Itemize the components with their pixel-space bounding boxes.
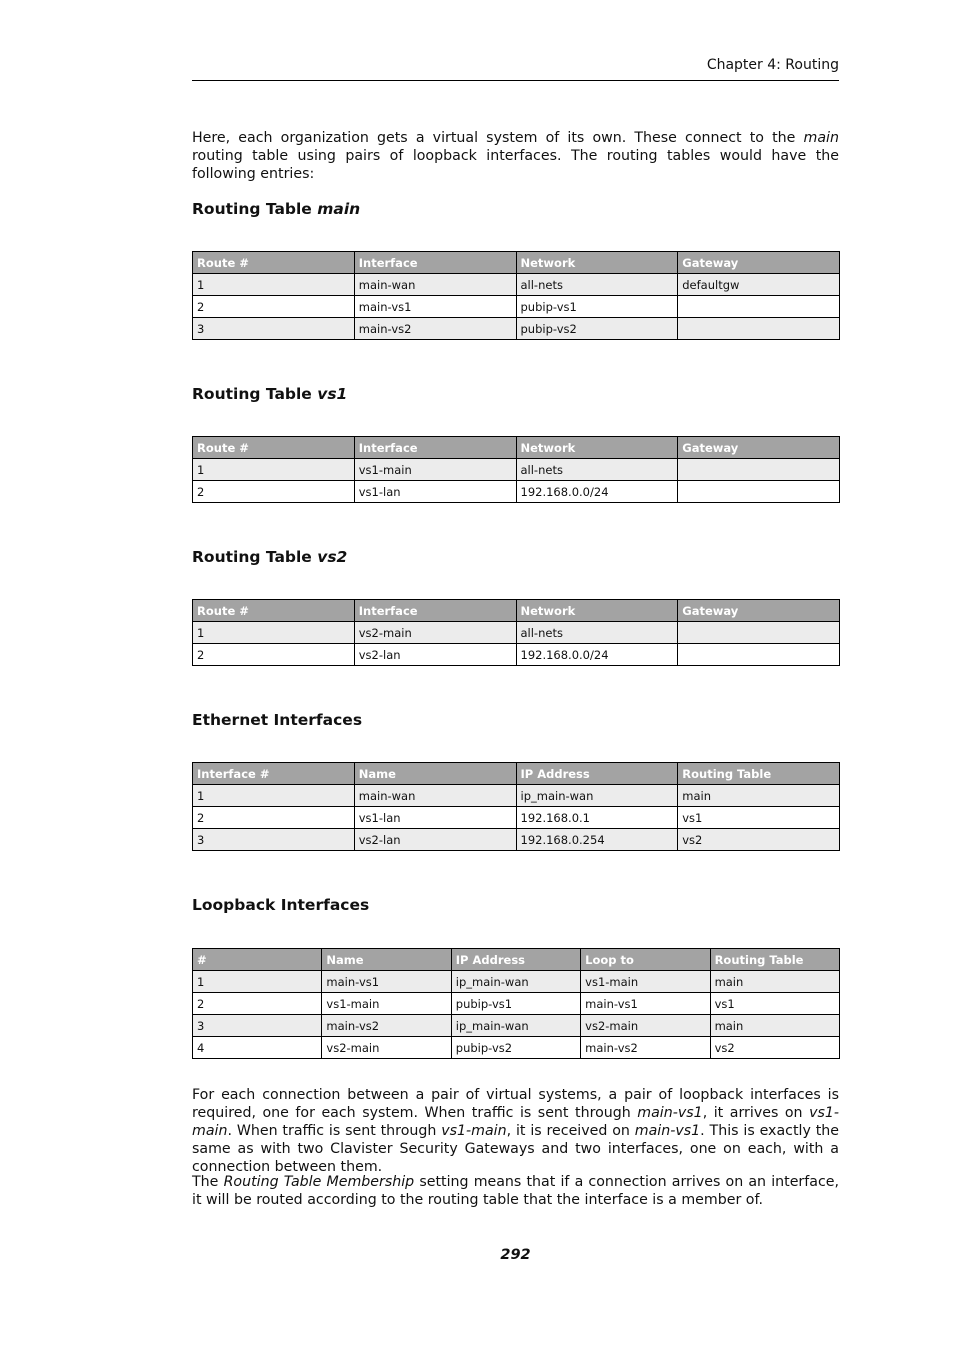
table-routing-vs1 <box>192 436 840 503</box>
running-header: Chapter 4: Routing <box>706 57 839 73</box>
table-row <box>193 785 840 807</box>
emphasis-text: main-vs1 <box>634 1123 701 1139</box>
table-header-row <box>193 949 840 971</box>
heading-emphasis: vs1 <box>317 385 348 403</box>
paragraph-text: setting means that if a connection arrives on an interface, it will be routed according to the routing table that the interface is a member of. <box>192 1174 839 1208</box>
table-cell <box>678 644 840 666</box>
table-cell: 1 <box>193 785 355 807</box>
table-cell: pubip-vs1 <box>451 993 580 1015</box>
column-header: Name <box>354 763 516 785</box>
table-row <box>193 971 840 993</box>
column-header: Network <box>516 252 678 274</box>
table-cell: vs2-lan <box>354 644 516 666</box>
table-cell: main-wan <box>354 274 516 296</box>
table-row <box>193 644 840 666</box>
table-cell: vs1-main <box>354 459 516 481</box>
table-cell: main <box>678 785 840 807</box>
paragraph-text: , it is received on <box>506 1123 635 1139</box>
table-cell: vs1-lan <box>354 481 516 503</box>
table-cell <box>678 296 840 318</box>
table-header-row <box>193 763 840 785</box>
table-cell: main-wan <box>354 785 516 807</box>
table-cell: 3 <box>193 829 355 851</box>
table-row <box>193 829 840 851</box>
header-rule <box>192 80 839 81</box>
table-cell: ip_main-wan <box>516 785 678 807</box>
table-cell: vs2-main <box>354 622 516 644</box>
heading-prefix: Routing Table <box>192 385 318 403</box>
table-header-row <box>193 600 840 622</box>
table-cell: defaultgw <box>678 274 840 296</box>
heading-loopback-interfaces: Loopback Interfaces <box>192 896 370 914</box>
table-cell <box>678 622 840 644</box>
table-cell: 1 <box>193 459 355 481</box>
column-header: Route # <box>193 437 355 459</box>
column-header: Interface <box>354 600 516 622</box>
heading-prefix: Routing Table <box>192 200 318 218</box>
table-cell: main-vs2 <box>354 318 516 340</box>
table-cell: vs1-main <box>322 993 451 1015</box>
paragraph-text: . This is exactly the same as with two Clavister Security Gateways and two interfaces, one on each, with a connection between them. <box>192 1123 839 1175</box>
emphasis-text: main-vs1 <box>637 1105 703 1121</box>
intro-emphasis: main <box>803 130 839 146</box>
column-header: Routing Table <box>678 763 840 785</box>
table-cell: 192.168.0.0/24 <box>516 644 678 666</box>
table-routing-main <box>192 251 840 340</box>
paragraph-text: The <box>192 1174 224 1190</box>
intro-text-2: routing table using pairs of loopback interfaces. The routing tables would have the following entries: <box>192 148 839 182</box>
table-cell: 2 <box>193 296 355 318</box>
table-row <box>193 622 840 644</box>
heading-routing-table-main <box>192 199 360 219</box>
table-cell: main-vs1 <box>354 296 516 318</box>
column-header: IP Address <box>516 763 678 785</box>
emphasis-text: vs1-main <box>192 1105 840 1139</box>
table-cell: 2 <box>193 481 355 503</box>
table-cell: vs2-lan <box>354 829 516 851</box>
paragraph-text: , it arrives on <box>702 1105 810 1121</box>
table-cell: main-vs1 <box>581 993 710 1015</box>
table-routing-vs2 <box>192 599 840 666</box>
table-cell: 2 <box>193 644 355 666</box>
page-number: 292 <box>500 1247 531 1263</box>
table-cell: main <box>710 971 839 993</box>
table-cell: vs2-main <box>322 1037 451 1059</box>
column-header: Route # <box>193 600 355 622</box>
column-header: Gateway <box>678 600 840 622</box>
table-cell: 2 <box>193 993 322 1015</box>
table-cell: vs1-main <box>581 971 710 993</box>
table-cell: main-vs1 <box>322 971 451 993</box>
table-cell: vs1 <box>678 807 840 829</box>
table-cell: 3 <box>193 318 355 340</box>
column-header: Network <box>516 437 678 459</box>
emphasis-text: Routing Table Membership <box>223 1174 415 1190</box>
table-cell: 192.168.0.254 <box>516 829 678 851</box>
table-cell: pubip-vs2 <box>516 318 678 340</box>
table-cell: all-nets <box>516 459 678 481</box>
heading-emphasis: vs2 <box>317 548 348 566</box>
column-header: # <box>193 949 322 971</box>
column-header: Gateway <box>678 252 840 274</box>
table-cell: main <box>710 1015 839 1037</box>
table-cell <box>678 459 840 481</box>
table-row <box>193 993 840 1015</box>
table-cell: 4 <box>193 1037 322 1059</box>
table-cell: vs2 <box>710 1037 839 1059</box>
intro-paragraph <box>192 129 839 183</box>
column-header: Route # <box>193 252 355 274</box>
column-header: Interface # <box>193 763 355 785</box>
table-cell: 2 <box>193 807 355 829</box>
table-header-row <box>193 252 840 274</box>
table-ethernet-interfaces <box>192 762 840 851</box>
table-row <box>193 807 840 829</box>
table-row <box>193 459 840 481</box>
column-header: Loop to <box>581 949 710 971</box>
table-row <box>193 481 840 503</box>
heading-routing-table-vs1 <box>192 384 347 404</box>
column-header: IP Address <box>451 949 580 971</box>
column-header: Gateway <box>678 437 840 459</box>
table-row <box>193 1037 840 1059</box>
paragraph-text: . When traffic is sent through <box>227 1123 442 1139</box>
table-row <box>193 1015 840 1037</box>
heading-ethernet-interfaces: Ethernet Interfaces <box>192 711 363 729</box>
table-cell: ip_main-wan <box>451 971 580 993</box>
table-cell: 192.168.0.0/24 <box>516 481 678 503</box>
intro-text-1: Here, each organization gets a virtual system of its own. These connect to the <box>192 130 804 146</box>
table-cell: 1 <box>193 971 322 993</box>
column-header: Routing Table <box>710 949 839 971</box>
table-cell: 1 <box>193 622 355 644</box>
table-cell: 3 <box>193 1015 322 1037</box>
heading-routing-table-vs2 <box>192 547 347 567</box>
table-cell: vs2 <box>678 829 840 851</box>
column-header: Name <box>322 949 451 971</box>
heading-emphasis: main <box>317 200 361 218</box>
column-header: Network <box>516 600 678 622</box>
table-cell: all-nets <box>516 274 678 296</box>
table-cell: main-vs2 <box>581 1037 710 1059</box>
table-row <box>193 274 840 296</box>
table-cell: pubip-vs2 <box>451 1037 580 1059</box>
table-cell: main-vs2 <box>322 1015 451 1037</box>
column-header: Interface <box>354 437 516 459</box>
table-loopback-interfaces <box>192 948 840 1059</box>
table-row <box>193 296 840 318</box>
table-cell: vs2-main <box>581 1015 710 1037</box>
table-cell: pubip-vs1 <box>516 296 678 318</box>
table-cell: ip_main-wan <box>451 1015 580 1037</box>
explanation-paragraph <box>192 1086 839 1176</box>
emphasis-text: vs1-main <box>441 1123 507 1139</box>
column-header: Interface <box>354 252 516 274</box>
table-cell: 1 <box>193 274 355 296</box>
membership-paragraph <box>192 1173 839 1209</box>
table-cell <box>678 318 840 340</box>
table-cell: all-nets <box>516 622 678 644</box>
table-cell: vs1-lan <box>354 807 516 829</box>
table-header-row <box>193 437 840 459</box>
paragraph-text: For each connection between a pair of virtual systems, a pair of loopback interfaces is required, one for each system. When traffic is sent through <box>192 1087 839 1121</box>
table-cell: vs1 <box>710 993 839 1015</box>
table-row <box>193 318 840 340</box>
table-cell <box>678 481 840 503</box>
table-cell: 192.168.0.1 <box>516 807 678 829</box>
heading-prefix: Routing Table <box>192 548 318 566</box>
